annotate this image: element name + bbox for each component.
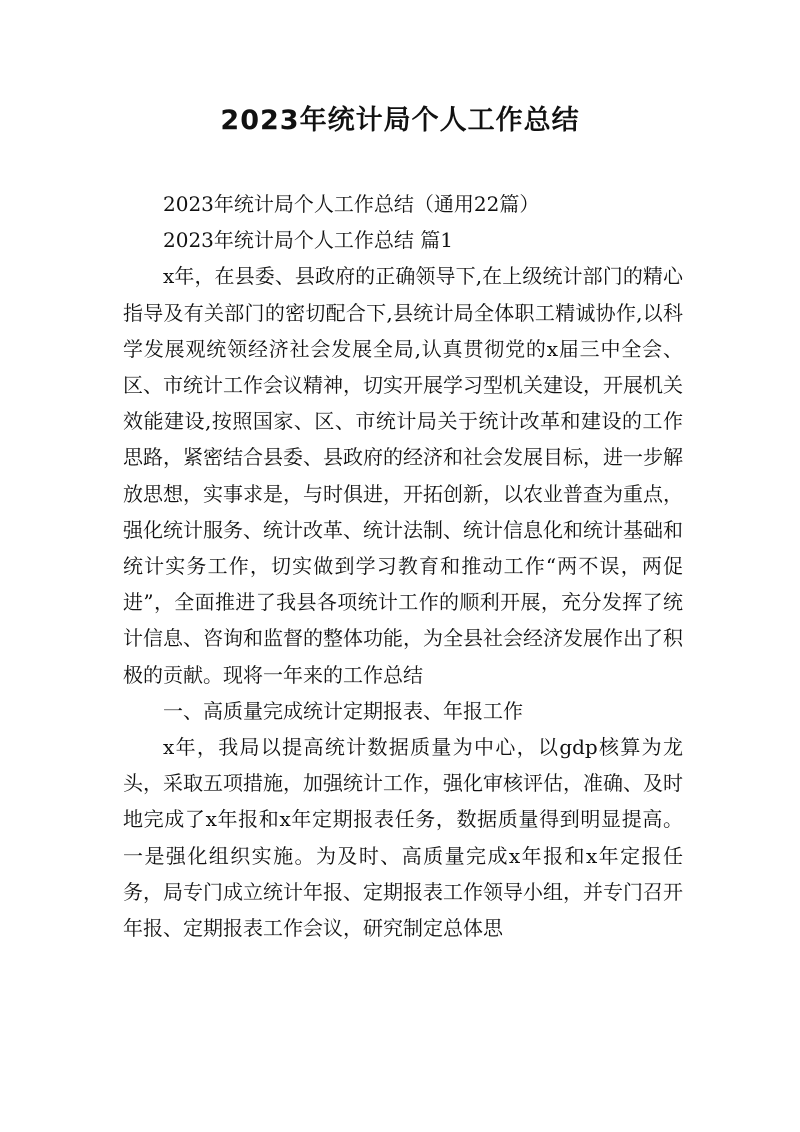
body-paragraph: x年，在县委、县政府的正确领导下,在上级统计部门的精心指导及有关部门的密切配合下,县统计局全体职工精诚协作,以科学发展观统领经济社会发展全局,认真贯彻党的x届三中全会、区、市统计工作会议精神，切实开展学习型机关建设，开展机关效能建设,按照国家、区、市统计局关于统计改革和建设的工作思路，紧密结合县委、县政府的经济和社会发展目标，进一步解放思想，实事求是，与时俱进，开拓创新，以农业普查为重点，强化统计服务、统计改革、统计法制、统计信息化和统计基础和统计实务工作，切实做到学习教育和推动工作“两不误，两促进”，全面推进了我县各项统计工作的顺利开展，充分发挥了统计信息、咨询和监督的整体功能，为全县社会经济发展作出了积极的贡献。现将一年来的工作总结 xyxy=(123,264,683,687)
body-paragraph: x年，我局以提高统计数据质量为中心，以gdp核算为龙头，采取五项措施，加强统计工作，强化审核评估，准确、及时地完成了x年报和x年定期报表任务，数据质量得到明显提高。一是强化组织实施。为及时、高质量完成x年报和x年定报任务，局专门成立统计年报、定期报表工作领导小组，并专门召开年报、定期报表工作会议，研究制定总体思 xyxy=(123,735,683,941)
section-heading-paragraph: 一、高质量完成统计定期报表、年报工作 xyxy=(163,698,523,723)
document-body xyxy=(123,186,683,946)
section-heading-paragraph: 2023年统计局个人工作总结 篇1 xyxy=(163,228,453,253)
subtitle-paragraph: 2023年统计局个人工作总结（通用22篇） xyxy=(163,192,540,216)
document-title: 2023年统计局个人工作总结 xyxy=(220,105,580,136)
